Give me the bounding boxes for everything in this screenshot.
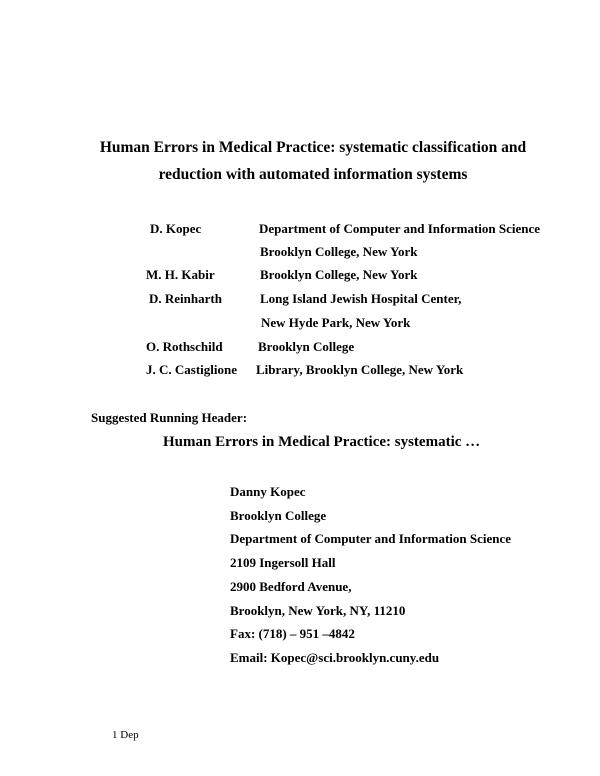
contact-room: 2109 Ingersoll Hall (230, 555, 336, 570)
author-affiliation: Department of Computer and Information Science (259, 221, 541, 236)
author-name: O. Rothschild (146, 339, 223, 354)
running-header-label: Suggested Running Header: (91, 410, 248, 425)
author-affiliation: Brooklyn College, New York (260, 244, 418, 259)
contact-fax: Fax: (718) – 951 –4842 (230, 626, 355, 641)
contact-city: Brooklyn, New York, NY, 11210 (230, 603, 406, 618)
footnote: 1 Dep (112, 729, 139, 741)
contact-street: 2900 Bedford Avenue, (230, 579, 352, 594)
author-name: D. Kopec (150, 221, 202, 236)
title-line-2: reduction with automated information systems (158, 166, 468, 183)
author-affiliation: Brooklyn College, New York (260, 267, 418, 282)
author-affiliation: New Hyde Park, New York (261, 315, 411, 330)
contact-institution: Brooklyn College (230, 508, 327, 523)
author-name: M. H. Kabir (146, 267, 215, 282)
author-affiliation: Library, Brooklyn College, New York (256, 362, 464, 377)
author-affiliation: Long Island Jewish Hospital Center, (260, 291, 462, 306)
author-name: D. Reinharth (149, 291, 222, 306)
running-header: Human Errors in Medical Practice: systematic … (163, 434, 481, 450)
contact-email: Email: Kopec@sci.brooklyn.cuny.edu (230, 650, 440, 665)
author-name: J. C. Castiglione (146, 362, 237, 377)
title-line-1: Human Errors in Medical Practice: systematic classification and (99, 139, 527, 156)
author-affiliation: Brooklyn College (258, 339, 355, 354)
contact-department: Department of Computer and Information Science (230, 531, 512, 546)
contact-name: Danny Kopec (230, 484, 306, 499)
